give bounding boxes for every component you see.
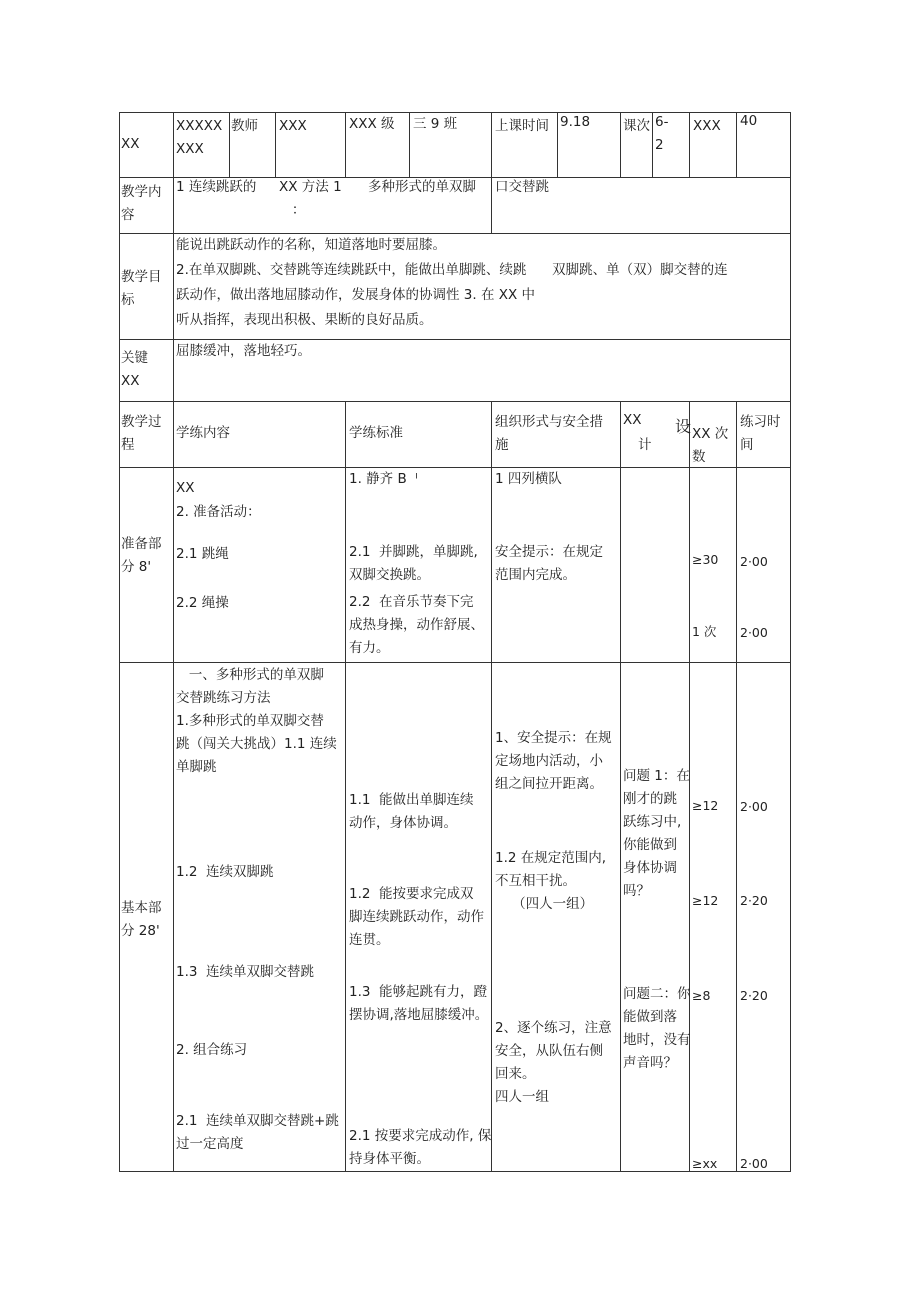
basic-time: 2·20: [740, 988, 768, 1003]
col-divider: [491, 177, 492, 233]
key-text: 屈膝缓冲，落地轻巧。: [176, 343, 311, 359]
header-cell-extra: XXX: [693, 118, 721, 134]
col-divider: [620, 401, 621, 1172]
header-cell-lesson-label: 课次: [623, 118, 650, 134]
header-cell-count: 40: [740, 113, 758, 129]
col-divider: [345, 401, 346, 1172]
prep-reps: 1 次: [692, 624, 717, 639]
col-divider: [557, 112, 558, 177]
header-cell-topic: XXXXX XXX: [176, 118, 223, 157]
prep-time: 2·00: [740, 554, 768, 569]
process-col-design-a: XX: [623, 412, 642, 428]
header-cell-lesson-no: 6- 2: [655, 114, 669, 153]
header-cell-teacher-label: 教师: [231, 118, 258, 134]
goal-line: 2.在单双脚跳、交替跳等连续跳跃中，能做出单脚跳、续跳 双脚跳、单（双）脚交替的连: [176, 262, 728, 278]
prep-organization: 1 四列横队: [495, 471, 562, 487]
prep-organization: 安全提示：在规定 范围内完成。: [495, 544, 603, 583]
col-divider: [229, 112, 230, 177]
process-col-design-c: 计: [638, 437, 652, 453]
col-divider: [736, 401, 737, 1172]
prep-content: 2.2 绳操: [176, 595, 229, 611]
basic-organization: 2、逐个练习，注意 安全，从队伍右侧 回来。 四人一组: [495, 1020, 612, 1105]
prep-content: XX: [176, 480, 195, 496]
basic-standard: 2.1 按要求完成动作, 保 持身体平衡。: [349, 1128, 492, 1167]
row-divider: [119, 662, 791, 663]
basic-standard: 1.1 能做出单脚连续 动作，身体协调。: [349, 792, 474, 831]
basic-reps: ≥8: [692, 988, 711, 1003]
goal-line: 跃动作，做出落地屈膝动作，发展身体的协调性 3. 在 XX 中: [176, 287, 536, 303]
row-divider: [119, 401, 791, 402]
content-text-c: 多种形式的单双脚: [368, 179, 476, 195]
process-col-stage: 教学过 程: [121, 414, 162, 453]
col-divider: [736, 112, 737, 177]
prep-content: 2.1 跳绳: [176, 546, 229, 562]
basic-standard: 1.2 能按要求完成双 脚连续跳跃动作，动作 连贯。: [349, 886, 484, 948]
col-divider: [491, 401, 492, 1172]
col-divider: [491, 112, 492, 177]
basic-time: 2·20: [740, 893, 768, 908]
table-border-left: [119, 112, 120, 1172]
basic-organization: 1.2 在规定范围内, 不互相干扰。 （四人一组）: [495, 850, 607, 912]
content-text-a: 1 连续跳跃的: [176, 179, 257, 195]
col-divider: [345, 112, 346, 177]
basic-design: 问题二：你 能做到落 地时，没有 声音吗？: [623, 986, 691, 1071]
prep-standard: 2.2 在音乐节奏下完 成热身操，动作舒展、 有力。: [349, 594, 484, 656]
col-divider: [652, 112, 653, 177]
header-cell-date: 9.18: [560, 114, 591, 130]
table-border-bottom: [119, 1171, 791, 1172]
row-divider: [119, 467, 791, 468]
prep-time: 2·00: [740, 625, 768, 640]
basic-reps: ≥xx: [692, 1156, 718, 1171]
basic-time: 2·00: [740, 1156, 768, 1171]
header-cell-subject: XX: [121, 136, 140, 152]
basic-label: 基本部 分 28': [121, 900, 162, 939]
process-col-content: 学练内容: [176, 425, 230, 441]
process-col-organization: 组织形式与安全措 施: [495, 414, 603, 453]
header-cell-time-label: 上课时间: [495, 118, 549, 134]
key-label: 关键 XX: [121, 350, 148, 389]
basic-design: 问题 1：在 刚才的跳 跃练习中, 你能做到 身体协调 吗？: [623, 768, 690, 899]
basic-content: 1.3 连续单双脚交替跳: [176, 964, 315, 980]
table-border-right: [790, 112, 791, 1172]
basic-time: 2·00: [740, 799, 768, 814]
header-cell-grade: XXX 级: [349, 116, 395, 132]
col-divider: [275, 112, 276, 177]
header-cell-teacher-name: XXX: [279, 118, 307, 134]
basic-content: 一、多种形式的单双脚 交替跳练习方法 1.多种形式的单双脚交替 跳（闯关大挑战）1.1 连续 单脚跳: [176, 667, 337, 775]
basic-content: 2. 组合练习: [176, 1042, 248, 1058]
col-divider: [689, 112, 690, 177]
prep-standard: 1. 静齐 B ᴵ: [349, 471, 418, 487]
goal-line: 能说出跳跃动作的名称，知道落地时要屈膝。: [176, 237, 446, 253]
goal-line: 听从指挥，表现出积极、果断的良好品质。: [176, 312, 433, 328]
header-cell-class: 三 9 班: [413, 116, 458, 132]
basic-reps: ≥12: [692, 893, 719, 908]
prep-label: 准备部 分 8': [121, 536, 162, 575]
basic-standard: 1.3 能够起跳有力，蹬 摆协调,落地屈膝缓冲。: [349, 984, 489, 1023]
process-col-reps: XX 次 数: [692, 426, 729, 465]
prep-reps: ≥30: [692, 552, 719, 567]
basic-reps: ≥12: [692, 798, 719, 813]
content-label: 教学内 容: [121, 184, 162, 223]
goal-label: 教学目 标: [121, 269, 162, 308]
process-col-time: 练习时 间: [740, 414, 781, 453]
col-divider: [620, 112, 621, 177]
content-text-d: 口交替跳: [495, 179, 549, 195]
prep-standard: 2.1 并脚跳，单脚跳, 双脚交换跳。: [349, 544, 478, 583]
prep-content: 2. 准备活动：: [176, 504, 261, 520]
basic-content: 2.1 连续单双脚交替跳+跳 过一定高度: [176, 1113, 339, 1152]
process-col-design-b: 设: [675, 417, 692, 436]
basic-content: 1.2 连续双脚跳: [176, 864, 274, 880]
content-text-b: XX 方法 1 ：: [279, 179, 342, 218]
basic-organization: 1、安全提示：在规 定场地内活动，小 组之间拉开距离。: [495, 730, 612, 792]
process-col-standard: 学练标准: [349, 425, 403, 441]
col-divider: [173, 112, 174, 1172]
col-divider: [409, 112, 410, 177]
